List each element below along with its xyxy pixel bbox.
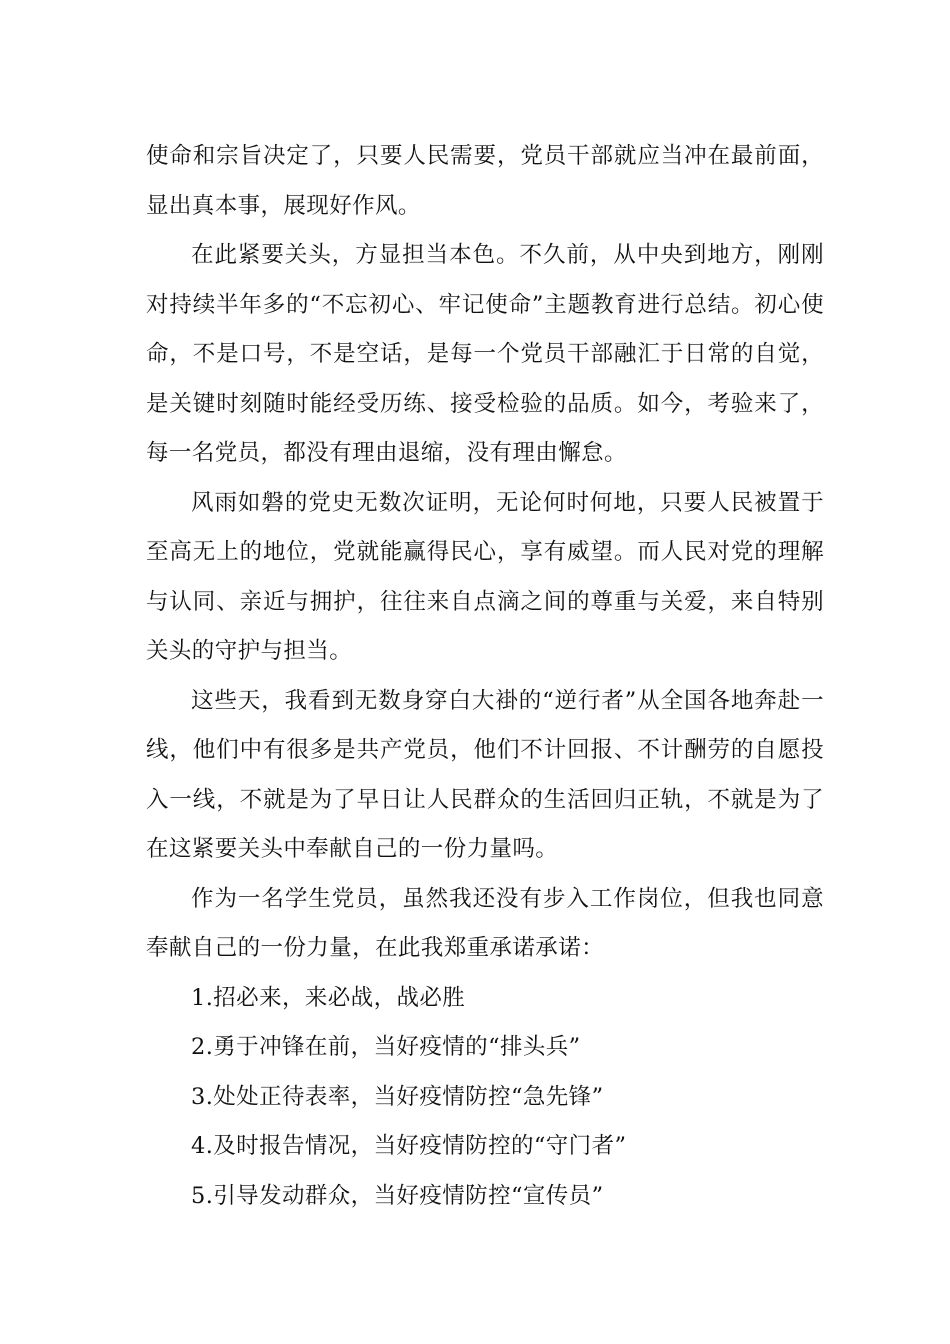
document-body bbox=[146, 132, 824, 1221]
paragraph: 这些天，我看到无数身穿白大褂的“逆行者”从全国各地奔赴一线，他们中有很多是共产党员，他们不计回报、不计酬劳的自愿投入一线，不就是为了早日让人民群众的生活回归正轨，不就是为了在这紧要关头中奉献自己的一份力量吗。 bbox=[146, 687, 824, 862]
list-item: 1.招必来，来必战，战必胜 bbox=[191, 984, 466, 1011]
paragraph: 在此紧要关头，方显担当本色。不久前，从中央到地方，刚刚对持续半年多的“不忘初心、牢记使命”主题教育进行总结。初心使命，不是口号，不是空话，是每一个党员干部融汇于日常的自觉，是关键时刻随时能经受历练、接受检验的品质。如今，考验来了，每一名党员，都没有理由退缩，没有理由懈怠。 bbox=[146, 242, 824, 466]
list-item: 3.处处正待表率，当好疫情防控“急先锋” bbox=[191, 1083, 604, 1110]
paragraph: 使命和宗旨决定了，只要人民需要，党员干部就应当冲在最前面，显出真本事，展现好作风。 bbox=[146, 143, 824, 219]
list-item: 4.及时报告情况，当好疫情防控的“守门者” bbox=[191, 1133, 627, 1159]
list-item: 5.引导发动群众，当好疫情防控“宣传员” bbox=[191, 1182, 604, 1209]
list-item: 2.勇于冲锋在前，当好疫情的“排头兵” bbox=[191, 1034, 581, 1060]
paragraph: 作为一名学生党员，虽然我还没有步入工作岗位，但我也同意奉献自己的一份力量，在此我郑重承诺承诺： bbox=[146, 885, 824, 961]
paragraph: 风雨如磐的党史无数次证明，无论何时何地，只要人民被置于至高无上的地位，党就能赢得民心，享有威望。而人民对党的理解与认同、亲近与拥护，往往来自点滴之间的尊重与关爱，来自特别关头的守护与担当。 bbox=[146, 489, 824, 664]
